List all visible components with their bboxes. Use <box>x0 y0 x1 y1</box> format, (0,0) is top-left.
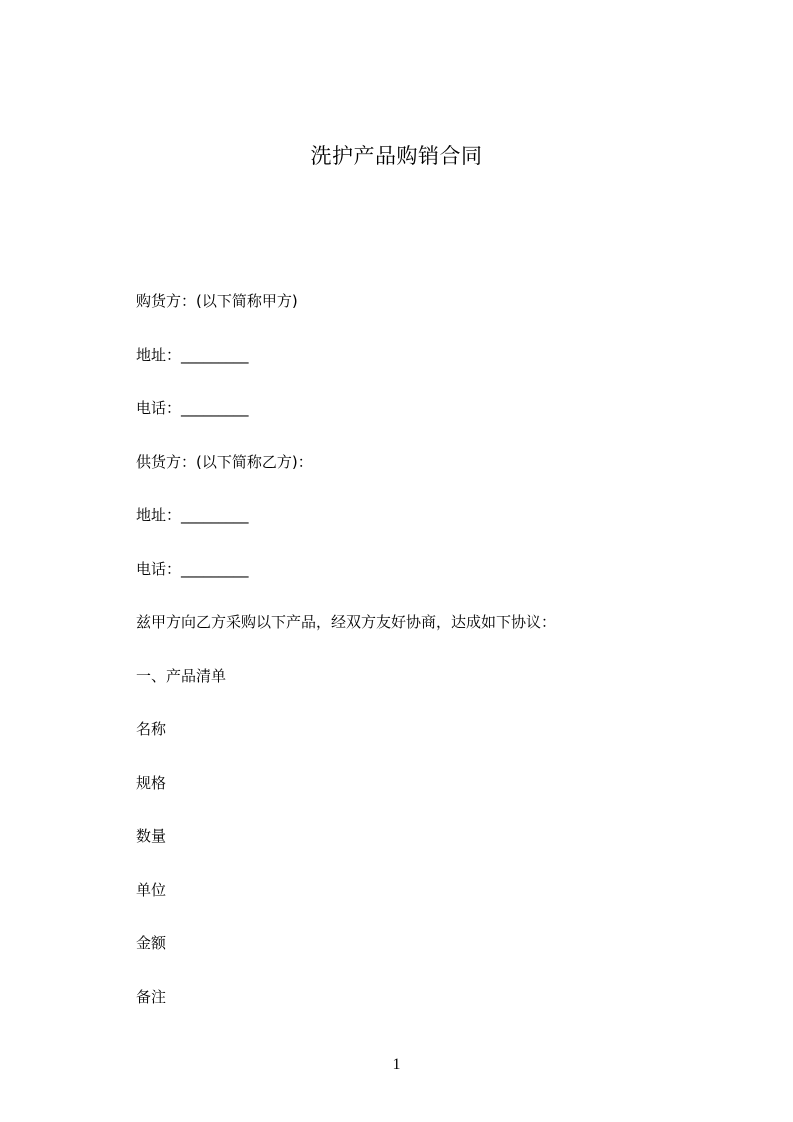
document-title: 洗护产品购销合同 <box>310 144 483 168</box>
agreement-intro-line: 兹甲方向乙方采购以下产品，经双方友好协商，达成如下协议： <box>136 613 557 631</box>
page-number: 1 <box>392 1056 401 1073</box>
product-field-amount: 金额 <box>136 934 167 952</box>
product-field-remarks: 备注 <box>136 987 167 1006</box>
supplier-line: 供货方：(以下简称乙方)： <box>136 452 313 471</box>
section-heading-product-list: 一、产品清单 <box>136 666 227 685</box>
buyer-phone-line: 电话：_________ <box>136 399 249 417</box>
supplier-phone-line: 电话：_________ <box>136 559 249 578</box>
product-field-name: 名称 <box>136 720 167 738</box>
product-field-quantity: 数量 <box>136 827 167 845</box>
buyer-address-line: 地址：_________ <box>136 345 249 364</box>
buyer-line: 购货方：(以下简称甲方) <box>136 292 298 310</box>
contract-body <box>136 286 696 1035</box>
supplier-address-line: 地址：_________ <box>136 506 249 524</box>
product-field-unit: 单位 <box>136 880 167 899</box>
product-field-spec: 规格 <box>136 773 167 792</box>
